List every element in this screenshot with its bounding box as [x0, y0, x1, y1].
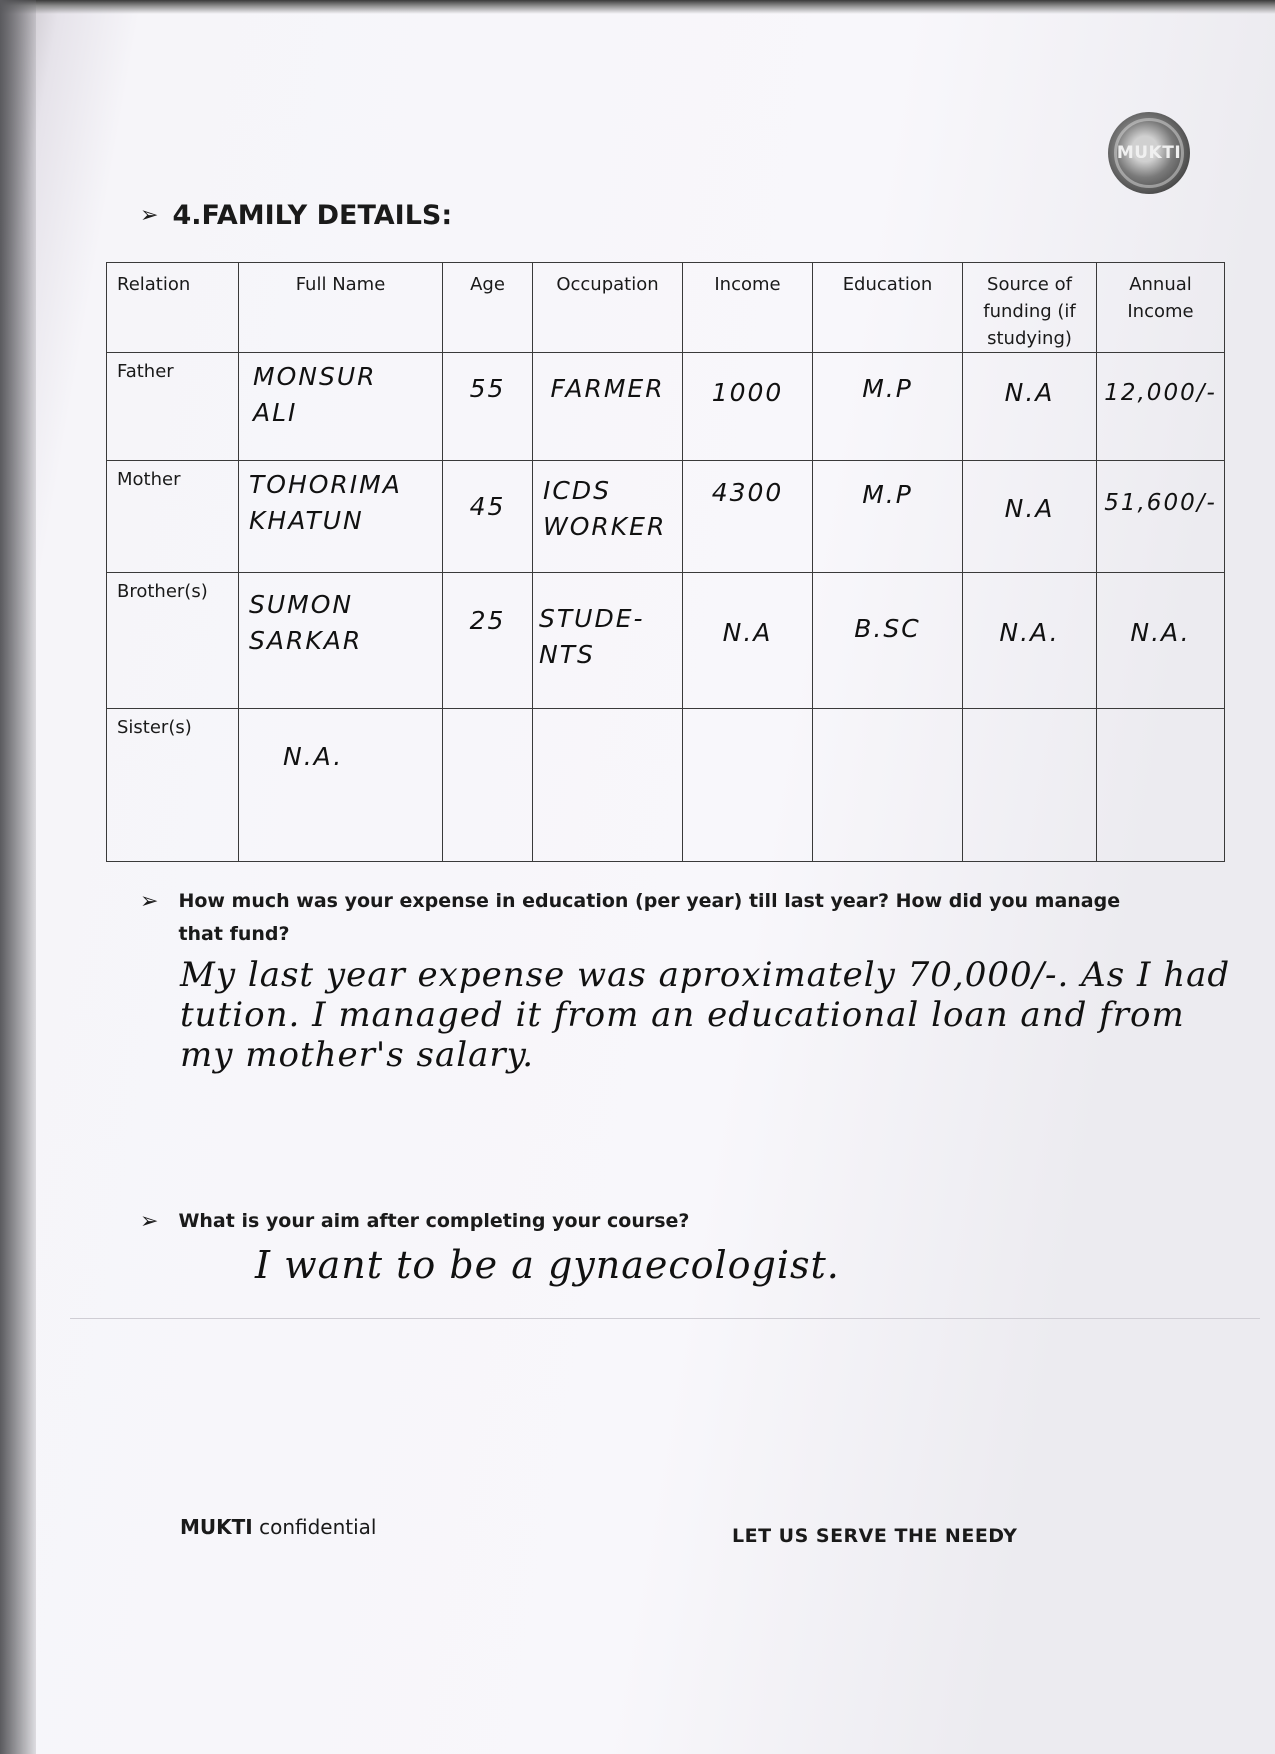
arrow-bullet-icon: ➢: [140, 203, 159, 228]
section-title: 4.FAMILY DETAILS:: [172, 200, 453, 231]
header-income: Income: [683, 263, 813, 353]
income-cell: 4300: [711, 478, 784, 507]
mukti-logo: [1108, 112, 1190, 194]
occupation-cell: ICDS WORKER: [543, 476, 667, 541]
section-heading: [140, 200, 452, 231]
question-education-expense: [140, 885, 1150, 951]
answer-career-aim: I want to be a gynaecologist.: [255, 1243, 840, 1287]
arrow-bullet-icon: ➢: [140, 1209, 159, 1234]
table-row: [107, 353, 1225, 461]
relation-cell: Brother(s): [107, 573, 239, 709]
age-cell: 25: [469, 606, 506, 635]
name-cell: TOHORIMA KHATUN: [249, 470, 402, 535]
footer-confidential-label: confidential: [252, 1515, 377, 1539]
binding-shadow: [0, 0, 36, 1754]
annual-income-cell: 12,000/-: [1104, 380, 1217, 406]
arrow-bullet-icon: ➢: [140, 889, 159, 914]
income-cell: N.A: [722, 618, 773, 647]
header-education: Education: [813, 263, 963, 353]
annual-income-cell: 51,600/-: [1104, 490, 1217, 516]
funding-cell: N.A: [1004, 494, 1055, 523]
funding-cell: N.A: [1004, 378, 1055, 407]
name-cell: N.A.: [283, 742, 344, 771]
relation-cell: Mother: [107, 461, 239, 573]
footer-brand: MUKTI: [180, 1515, 253, 1539]
footer-confidential: [180, 1515, 376, 1539]
education-cell: M.P: [862, 374, 913, 403]
relation-cell: Sister(s): [107, 709, 239, 862]
header-funding: Source of funding (if studying): [963, 263, 1097, 353]
answer-education-expense: My last year expense was aproximately 70,000/-. As I had tution. I managed it from an educational loan and from my mother's salary.: [180, 955, 1231, 1075]
relation-cell: Father: [107, 353, 239, 461]
family-details-table: [106, 262, 1225, 862]
question-career-aim: [140, 1205, 1040, 1238]
page-top-edge: [0, 0, 1275, 14]
divider: [70, 1318, 1260, 1319]
table-row: [107, 709, 1225, 862]
funding-cell: N.A.: [999, 618, 1060, 647]
education-cell: M.P: [862, 480, 913, 509]
header-full-name: Full Name: [239, 263, 443, 353]
annual-income-cell: N.A.: [1130, 618, 1191, 647]
table-row: [107, 461, 1225, 573]
footer-tagline: LET US SERVE THE NEEDY: [732, 1525, 1018, 1547]
question-text: How much was your expense in education (per year) till last year? How did you manage that fund?: [178, 890, 1121, 945]
question-text: What is your aim after completing your course?: [178, 1210, 690, 1232]
header-occupation: Occupation: [533, 263, 683, 353]
age-cell: 45: [469, 492, 506, 521]
name-cell: SUMON SARKAR: [249, 590, 363, 655]
header-age: Age: [443, 263, 533, 353]
name-cell: MONSUR ALI: [253, 362, 377, 427]
logo-text: MUKTI: [1116, 143, 1182, 163]
age-cell: 55: [469, 374, 506, 403]
occupation-cell: STUDE- NTS: [539, 604, 645, 669]
income-cell: 1000: [711, 378, 784, 407]
table-header-row: [107, 263, 1225, 353]
occupation-cell: FARMER: [550, 374, 665, 403]
header-relation: Relation: [107, 263, 239, 353]
education-cell: B.SC: [854, 614, 921, 643]
table-row: [107, 573, 1225, 709]
header-annual-income: Annual Income: [1097, 263, 1225, 353]
